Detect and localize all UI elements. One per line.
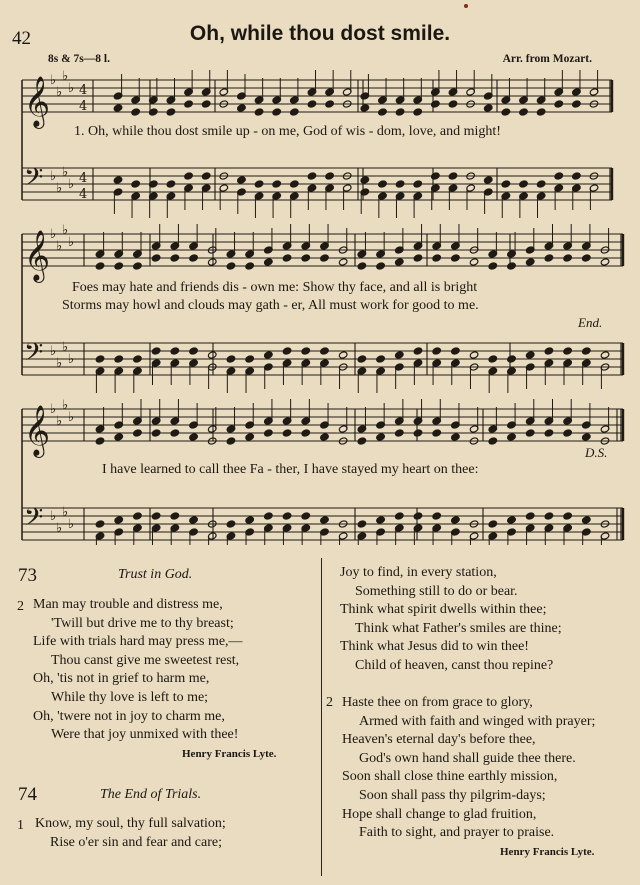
verse-line: Haste thee on from grace to glory, — [342, 695, 533, 710]
note-head — [301, 512, 311, 520]
note-head — [507, 355, 517, 363]
note-head — [488, 262, 498, 270]
note-head — [189, 433, 199, 441]
verse-line: Thou canst give me sweetest rest, — [51, 652, 240, 668]
page-number: 42 — [12, 28, 31, 49]
note-head — [448, 172, 458, 180]
note-head — [378, 108, 388, 116]
verse-line: Were that joy unmixed with thee! — [51, 727, 239, 743]
note-head — [325, 100, 335, 108]
note-head — [357, 437, 367, 445]
treble-clef-icon: 𝄞 — [24, 405, 51, 456]
flat-sign-icon: ♭ — [62, 223, 69, 238]
note-head — [301, 429, 311, 437]
note-head — [483, 104, 493, 112]
note-head — [413, 429, 423, 437]
flat-sign-icon: ♭ — [56, 521, 63, 536]
flat-sign-icon: ♭ — [56, 85, 63, 100]
note-head — [357, 355, 367, 363]
verse-line: Soon shall close thine earthly mission, — [342, 769, 558, 785]
note-head — [201, 100, 211, 108]
note-head — [360, 104, 370, 112]
note-head — [507, 262, 517, 270]
note-head — [95, 262, 105, 270]
column-divider — [321, 558, 322, 876]
note-head — [357, 262, 367, 270]
note-head — [320, 347, 330, 355]
verse-line: While thy love is left to me; — [51, 690, 209, 705]
flat-sign-icon: ♭ — [68, 517, 75, 532]
verse-line: Hope shall change to glad fruition, — [342, 806, 537, 822]
note-head — [395, 108, 405, 116]
hymn-title: Oh, while thou dost smile. — [189, 22, 451, 45]
verse-line: Oh, 'tis not in grief to harm me, — [33, 671, 210, 687]
note-head — [451, 433, 461, 441]
flat-sign-icon: ♭ — [68, 410, 75, 425]
note-head — [131, 180, 141, 188]
flat-sign-icon: ♭ — [50, 509, 57, 524]
note-head — [189, 254, 199, 262]
flat-sign-icon: ♭ — [50, 169, 57, 184]
hymn-74-verse-number: 1 — [17, 818, 24, 833]
flat-sign-icon: ♭ — [56, 356, 63, 371]
note-head — [360, 176, 370, 184]
verse-line: Something still to do or bear. — [355, 583, 518, 599]
note-head — [114, 516, 124, 524]
verse-line: Joy to find, in every station, — [340, 565, 497, 580]
flat-sign-icon: ♭ — [50, 73, 57, 88]
note-head — [264, 258, 274, 266]
ds-mark: D.S. — [585, 445, 608, 460]
note-head — [563, 512, 573, 520]
flat-sign-icon: ♭ — [62, 165, 69, 180]
note-head — [582, 347, 592, 355]
flat-sign-icon: ♭ — [56, 239, 63, 254]
note-head — [413, 180, 423, 188]
note-head — [282, 429, 292, 437]
note-head — [554, 172, 564, 180]
note-head — [151, 429, 161, 437]
flat-sign-icon: ♭ — [68, 81, 75, 96]
note-head — [245, 433, 255, 441]
note-head — [290, 108, 300, 116]
note-head — [525, 429, 535, 437]
note-head — [338, 351, 348, 359]
note-head — [95, 355, 105, 363]
flat-sign-icon: ♭ — [56, 181, 63, 196]
bass-clef-icon: 𝄢 — [24, 163, 44, 198]
note-head — [519, 180, 529, 188]
note-head — [320, 254, 330, 262]
time-signature-icon: 4 — [79, 83, 88, 98]
flat-sign-icon: ♭ — [68, 177, 75, 192]
note-head — [245, 355, 255, 363]
note-head — [133, 262, 143, 270]
note-head — [507, 433, 517, 441]
flat-sign-icon: ♭ — [62, 340, 69, 355]
note-head — [113, 176, 123, 184]
note-head — [114, 433, 124, 441]
note-head — [525, 258, 535, 266]
hymn-73-title: Trust in God. — [118, 567, 193, 582]
time-signature-icon: 4 — [79, 99, 88, 114]
note-head — [166, 180, 176, 188]
verse-line: Life with trials hard may press me,— — [33, 634, 243, 650]
flat-sign-icon: ♭ — [50, 344, 57, 359]
note-head — [451, 516, 461, 524]
note-head — [226, 437, 236, 445]
note-head — [133, 429, 143, 437]
note-head — [151, 512, 161, 520]
verse-line: Armed with faith and winged with prayer; — [359, 713, 596, 729]
verse-line: Think what spirit dwells within thee; — [340, 602, 547, 618]
flat-sign-icon: ♭ — [50, 227, 57, 242]
note-head — [432, 512, 442, 520]
note-head — [501, 180, 511, 188]
treble-clef-icon: 𝄞 — [24, 76, 51, 127]
note-head — [563, 347, 573, 355]
note-head — [554, 100, 564, 108]
note-head — [395, 351, 405, 359]
note-head — [282, 512, 292, 520]
note-head — [133, 512, 143, 520]
note-head — [451, 347, 461, 355]
lyric-line-system-3: I have learned to call thee Fa - ther, I have stayed my heart on thee: — [102, 462, 479, 477]
bass-clef-icon: 𝄢 — [24, 503, 44, 538]
note-head — [483, 176, 493, 184]
note-head — [376, 262, 386, 270]
note-head — [301, 347, 311, 355]
note-head — [413, 347, 423, 355]
note-head — [237, 176, 247, 184]
note-head — [600, 351, 610, 359]
note-head — [572, 100, 582, 108]
flat-sign-icon: ♭ — [68, 352, 75, 367]
note-head — [451, 254, 461, 262]
note-head — [432, 347, 442, 355]
arranger-credit: Arr. from Mozart. — [502, 53, 592, 65]
lyric-line-system-2-verse-b: Storms may howl and clouds may gath - er, All must work for good to me. — [62, 298, 479, 313]
flat-sign-icon: ♭ — [62, 398, 69, 413]
note-head — [207, 351, 217, 359]
note-head — [395, 512, 405, 520]
lyric-line-system-2-verse-a: Foes may hate and friends dis - own me: Show thy face, and all is bright — [72, 280, 478, 295]
note-head — [563, 254, 573, 262]
verse-line: Oh, 'twere not in joy to charm me, — [33, 708, 225, 724]
note-head — [226, 520, 236, 528]
note-head — [226, 355, 236, 363]
hymn-73-author: Henry Francis Lyte. — [182, 748, 277, 760]
time-signature-icon: 4 — [79, 171, 88, 186]
note-head — [582, 254, 592, 262]
note-head — [448, 100, 458, 108]
verse-line: 'Twill but drive me to thy breast; — [51, 615, 234, 631]
note-head — [114, 355, 124, 363]
end-mark: End. — [578, 315, 603, 330]
note-head — [432, 429, 442, 437]
note-head — [170, 254, 180, 262]
note-head — [395, 429, 405, 437]
note-head — [488, 520, 498, 528]
flat-sign-icon: ♭ — [68, 235, 75, 250]
note-head — [254, 108, 264, 116]
verse-line: Child of heaven, canst thou repine? — [355, 658, 554, 673]
flat-sign-icon: ♭ — [62, 505, 69, 520]
note-head — [431, 100, 441, 108]
note-head — [325, 172, 335, 180]
note-head — [469, 258, 479, 266]
hymn-74-author: Henry Francis Lyte. — [500, 846, 595, 858]
note-head — [376, 516, 386, 524]
note-head — [431, 172, 441, 180]
note-head — [320, 516, 330, 524]
note-head — [572, 172, 582, 180]
treble-clef-icon: 𝄞 — [24, 230, 51, 281]
note-head — [151, 347, 161, 355]
note-head — [237, 104, 247, 112]
note-head — [95, 437, 105, 445]
verse-line: Know, my soul, thy full salvation; — [35, 816, 226, 831]
note-head — [376, 433, 386, 441]
flat-sign-icon: ♭ — [56, 414, 63, 429]
note-head — [395, 180, 405, 188]
note-head — [272, 108, 282, 116]
note-head — [413, 512, 423, 520]
note-head — [338, 258, 348, 266]
note-head — [245, 262, 255, 270]
note-head — [207, 258, 217, 266]
hymn-74-title: The End of Trials. — [100, 787, 202, 802]
note-head — [170, 347, 180, 355]
note-head — [272, 180, 282, 188]
note-head — [95, 520, 105, 528]
note-head — [282, 347, 292, 355]
note-head — [307, 172, 317, 180]
note-head — [320, 433, 330, 441]
note-head — [133, 355, 143, 363]
note-head — [395, 258, 405, 266]
note-head — [357, 520, 367, 528]
verse-line: Rise o'er sin and fear and care; — [50, 834, 222, 850]
note-head — [582, 433, 592, 441]
verse-line: Think what Jesus did to win thee! — [340, 639, 529, 655]
note-head — [184, 100, 194, 108]
note-head — [301, 254, 311, 262]
note-head — [525, 512, 535, 520]
note-head — [189, 516, 199, 524]
verse-line: God's own hand shall guide thee there. — [359, 750, 576, 766]
flat-sign-icon: ♭ — [50, 402, 57, 417]
note-head — [245, 516, 255, 524]
note-head — [563, 429, 573, 437]
note-head — [131, 108, 141, 116]
note-head — [376, 355, 386, 363]
flat-sign-icon: ♭ — [62, 69, 69, 84]
verse-line: Faith to sight, and prayer to praise. — [359, 825, 555, 841]
note-head — [170, 512, 180, 520]
hymn-73-number: 73 — [18, 565, 37, 586]
note-head — [519, 108, 529, 116]
note-head — [488, 437, 498, 445]
note-head — [189, 347, 199, 355]
note-head — [184, 172, 194, 180]
note-head — [254, 180, 264, 188]
note-head — [544, 254, 554, 262]
note-head — [600, 258, 610, 266]
note-head — [544, 512, 554, 520]
time-signature-icon: 4 — [79, 187, 88, 202]
note-head — [501, 108, 511, 116]
note-head — [507, 516, 517, 524]
note-head — [544, 347, 554, 355]
note-head — [488, 355, 498, 363]
note-head — [413, 254, 423, 262]
bass-clef-icon: 𝄢 — [24, 338, 44, 373]
note-head — [536, 180, 546, 188]
note-head — [114, 262, 124, 270]
note-head — [432, 254, 442, 262]
verse-line: Think what Father's smiles are thine; — [355, 620, 562, 636]
note-head — [201, 172, 211, 180]
note-head — [582, 516, 592, 524]
note-head — [264, 351, 274, 359]
hymn-74-stanza-2-number: 2 — [326, 695, 333, 710]
note-head — [413, 108, 423, 116]
note-head — [113, 104, 123, 112]
note-head — [290, 180, 300, 188]
note-head — [151, 254, 161, 262]
lyric-line-system-1: 1. Oh, while thou dost smile up - on me, God of wis - dom, love, and might! — [74, 124, 501, 139]
verse-line: Soon shall pass thy pilgrim-days; — [359, 788, 546, 803]
note-head — [282, 254, 292, 262]
note-head — [536, 108, 546, 116]
note-head — [226, 262, 236, 270]
hymn-73-verse-number: 2 — [17, 599, 24, 614]
hymn-74-number: 74 — [18, 784, 37, 805]
note-head — [166, 108, 176, 116]
note-head — [264, 512, 274, 520]
note-head — [378, 180, 388, 188]
note-head — [544, 429, 554, 437]
meter-label: 8s & 7s—8 l. — [48, 53, 110, 65]
note-head — [170, 429, 180, 437]
verse-line: Man may trouble and distress me, — [33, 597, 223, 612]
note-head — [264, 429, 274, 437]
note-head — [525, 351, 535, 359]
verse-line: Heaven's eternal day's before thee, — [342, 732, 536, 748]
note-head — [469, 351, 479, 359]
note-head — [307, 100, 317, 108]
